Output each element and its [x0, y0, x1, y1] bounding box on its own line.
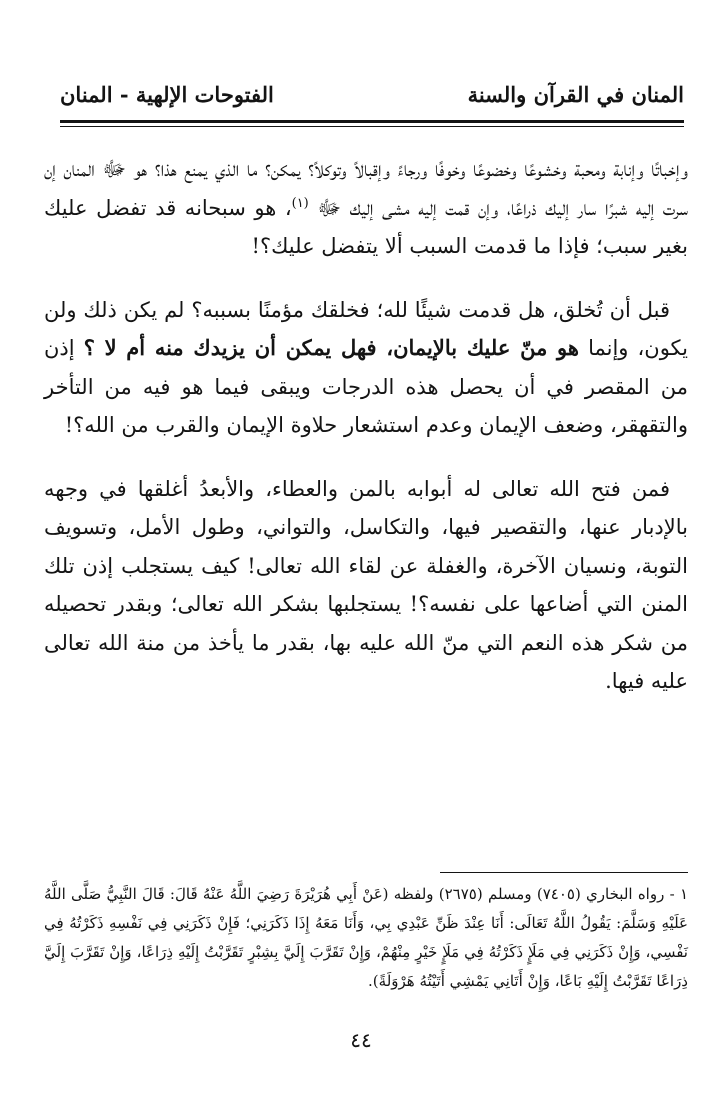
paragraph-2	[44, 291, 688, 445]
header-rule-thick	[60, 120, 684, 123]
running-header	[60, 82, 684, 114]
paragraph-1	[44, 150, 688, 266]
page-number: ٤٤	[350, 1028, 372, 1052]
paragraph-2-emphasis: هو منّ عليك بالإيمان، فهل يمكن أن يزيدك منه أم لا ؟	[83, 335, 579, 360]
paragraph-2-text-a: قبل أن تُخلق، هل قدمت شيئًا لله؛ فخلقك مؤمنًا بسببه؟ لم يكن ذلك ولن يكون، وإنما	[44, 297, 688, 360]
paragraph-3	[44, 470, 688, 701]
footnote	[44, 880, 688, 996]
footnote-separator	[440, 872, 688, 873]
chapter-title: الفتوحات الإلهية - المنان	[60, 82, 274, 107]
paragraph-2-text-b: إذن من المقصر في أن يحصل هذه الدرجات ويبقى فيما هو فيه من التأخر والتقهقر، وضعف الإيمان وعدم استشعار حلاوة الإيمان والقرب من الله؟!	[44, 336, 688, 437]
paragraph-1-text: وإخباتًا وإنابة ومحبة وخشوعًا وخضوعًا وخوفًا ورجاءً وإقبالاً وتوكلاً؟ يمكن؟ ما الذي يمنع هذا؟ هو ﷻ المنان إن سرت إليه شبرًا سار إليك ذراعًا، وإن قمت إليه مشى إليك ﷻ	[44, 157, 689, 220]
footnote-text: رواه البخاري (٧٤٠٥) ومسلم (٢٦٧٥) ولفظه (عَنْ أَبِي هُرَيْرَةَ رَضِيَ اللَّهُ عَنْهُ قَالَ: قَالَ النَّبِيُّ صَلَّى اللَّهُ عَلَيْهِ وَسَلَّمَ: يَقُولُ اللَّهُ تَعَالَى: أَنَا عِنْدَ ظَنِّ عَبْدِي بِي، وَأَنَا مَعَهُ إِذَا ذَكَرَنِي؛ فَإِنْ ذَكَرَنِي فِي نَفْسِهِ ذَكَرْتُهُ فِي نَفْسِي، وَإِنْ ذَكَرَنِي فِي مَلَإٍ ذَكَرْتُهُ فِي مَلَإٍ خَيْرٍ مِنْهُمْ، وَإِنْ تَقَرَّبَ إِلَيَّ بِشِبْرٍ تَقَرَّبْتُ إِلَيْهِ ذِرَاعًا، وَإِنْ تَقَرَّبَ إِلَيَّ ذِرَاعًا تَقَرَّبْتُ إِلَيْهِ بَاعًا، وَإِنْ أَتَانِي يَمْشِي أَتَيْتُهُ هَرْوَلَةً).	[44, 885, 688, 990]
paragraph-1-rest: ، هو سبحانه قد تفضل عليك بغير سبب؛ فإذا ما قدمت السبب ألا يتفضل عليك؟!	[44, 195, 688, 258]
paragraph-3-text: فمن فتح الله تعالى له أبوابه بالمن والعطاء، والأبعدُ أغلقها في وجهه بالإدبار عنها، والتقصير فيها، والتكاسل، والتواني، وطول الأمل، وتسويف التوبة، ونسيان الآخرة، والغفلة عن لقاء الله تعالى! كيف يستجلب إذن تلك المنن التي أضاعها على نفسه؟! يستجلبها بشكر الله تعالى؛ وبقدر تحصيله من شكر هذه النعم التي منّ الله عليه بها، بقدر ما يأخذ من منة الله تعالى عليه فيها.	[44, 476, 688, 693]
footnote-reference[interactable]: (١)	[291, 195, 309, 211]
book-title: المنان في القرآن والسنة	[467, 82, 684, 107]
header-rule-thin	[60, 126, 684, 127]
footnote-number: ١ -	[669, 885, 688, 903]
main-text	[44, 150, 688, 726]
